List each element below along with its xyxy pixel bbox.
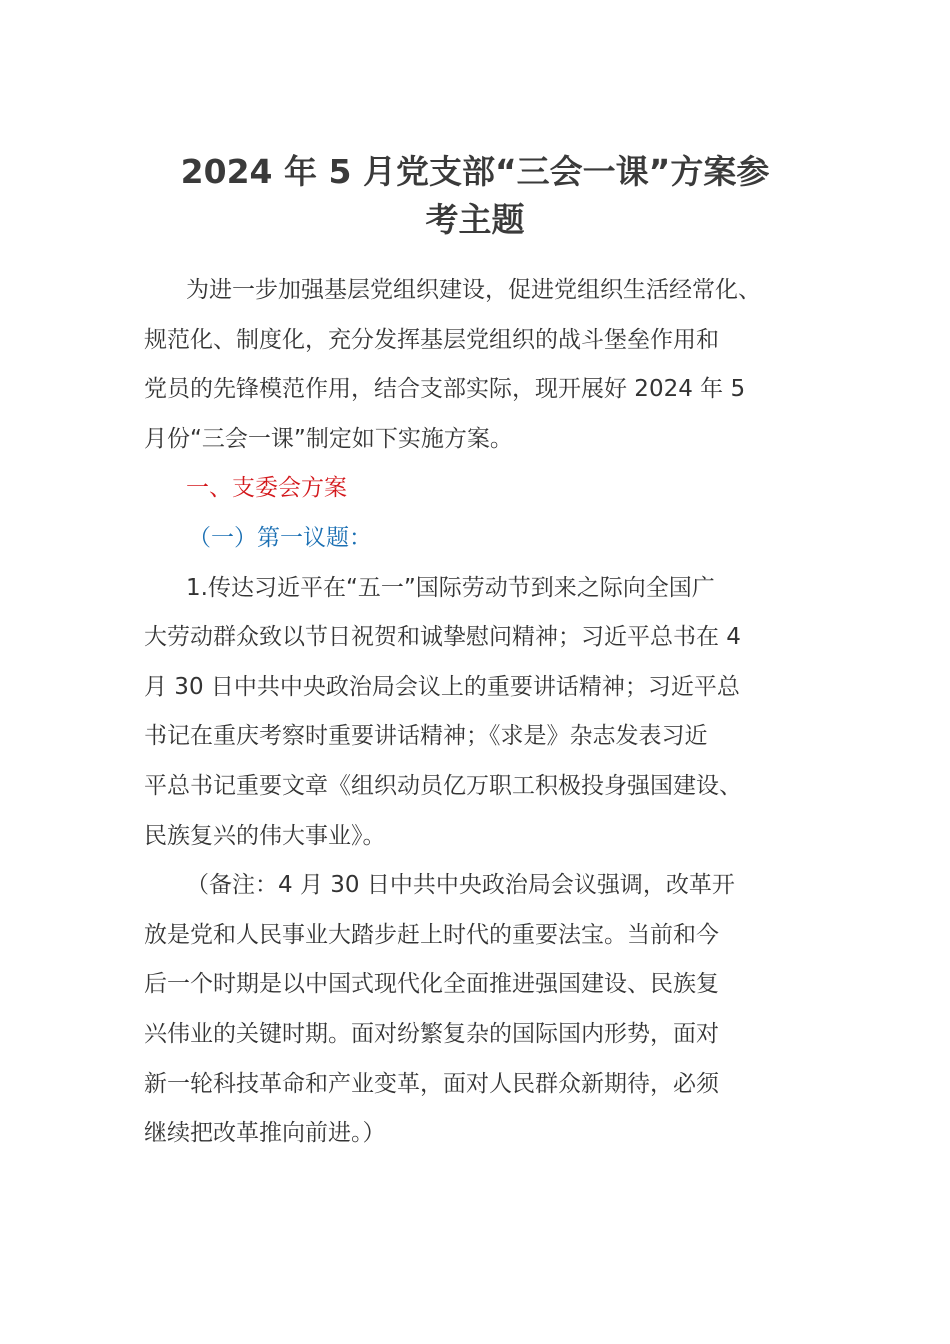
paragraph-line: （备注：4 月 30 日中共中央政治局会议强调，改革开 <box>186 872 735 899</box>
paragraph-line: 后一个时期是以中国式现代化全面推进强国建设、民族复 <box>144 971 719 998</box>
paragraph-line: 新一轮科技革命和产业变革，面对人民群众新期待，必须 <box>144 1070 719 1097</box>
item-paragraph <box>144 564 834 862</box>
paragraph-line: 大劳动群众致以节日祝贺和诚挚慰问精神；习近平总书在 4 <box>144 624 741 651</box>
title-line: 考主题 <box>425 200 525 239</box>
paragraph-line: 继续把改革推向前进。） <box>144 1120 386 1147</box>
paragraph-line: 书记在重庆考察时重要讲话精神；《求是》杂志发表习近 <box>144 723 708 750</box>
paragraph-line: 为进一步加强基层党组织建设，促进党组织生活经常化、 <box>186 277 761 303</box>
document-body <box>144 266 834 1159</box>
paragraph-line: 1.传达习近平在“五一”国际劳动节到来之际向全国广 <box>186 574 715 601</box>
paragraph-line: 月 30 日中共中央政治局会议上的重要讲话精神；习近平总 <box>144 673 740 700</box>
paragraph-line: 月份“三会一课”制定如下实施方案。 <box>144 425 513 452</box>
intro-paragraph <box>144 266 834 464</box>
paragraph-line: 民族复兴的伟大事业》。 <box>144 822 386 849</box>
title-line: 2024 年 5 月党支部“三会一课”方案参 <box>180 152 770 191</box>
paragraph-line: 规范化、制度化，充分发挥基层党组织的战斗堡垒作用和 <box>144 326 719 353</box>
paragraph-line: 平总书记重要文章《组织动员亿万职工积极投身强国建设、 <box>144 772 742 799</box>
document-title <box>120 148 830 244</box>
subsection-heading: （一）第一议题： <box>188 524 372 551</box>
section-heading: 一、支委会方案 <box>186 475 347 502</box>
paragraph-line: 放是党和人民事业大踏步赶上时代的重要法宝。当前和今 <box>144 921 719 948</box>
paragraph-line: 兴伟业的关键时期。面对纷繁复杂的国际国内形势，面对 <box>144 1020 719 1047</box>
paragraph-line: 党员的先锋模范作用，结合支部实际，现开展好 2024 年 5 <box>144 376 746 403</box>
note-paragraph <box>144 861 834 1159</box>
